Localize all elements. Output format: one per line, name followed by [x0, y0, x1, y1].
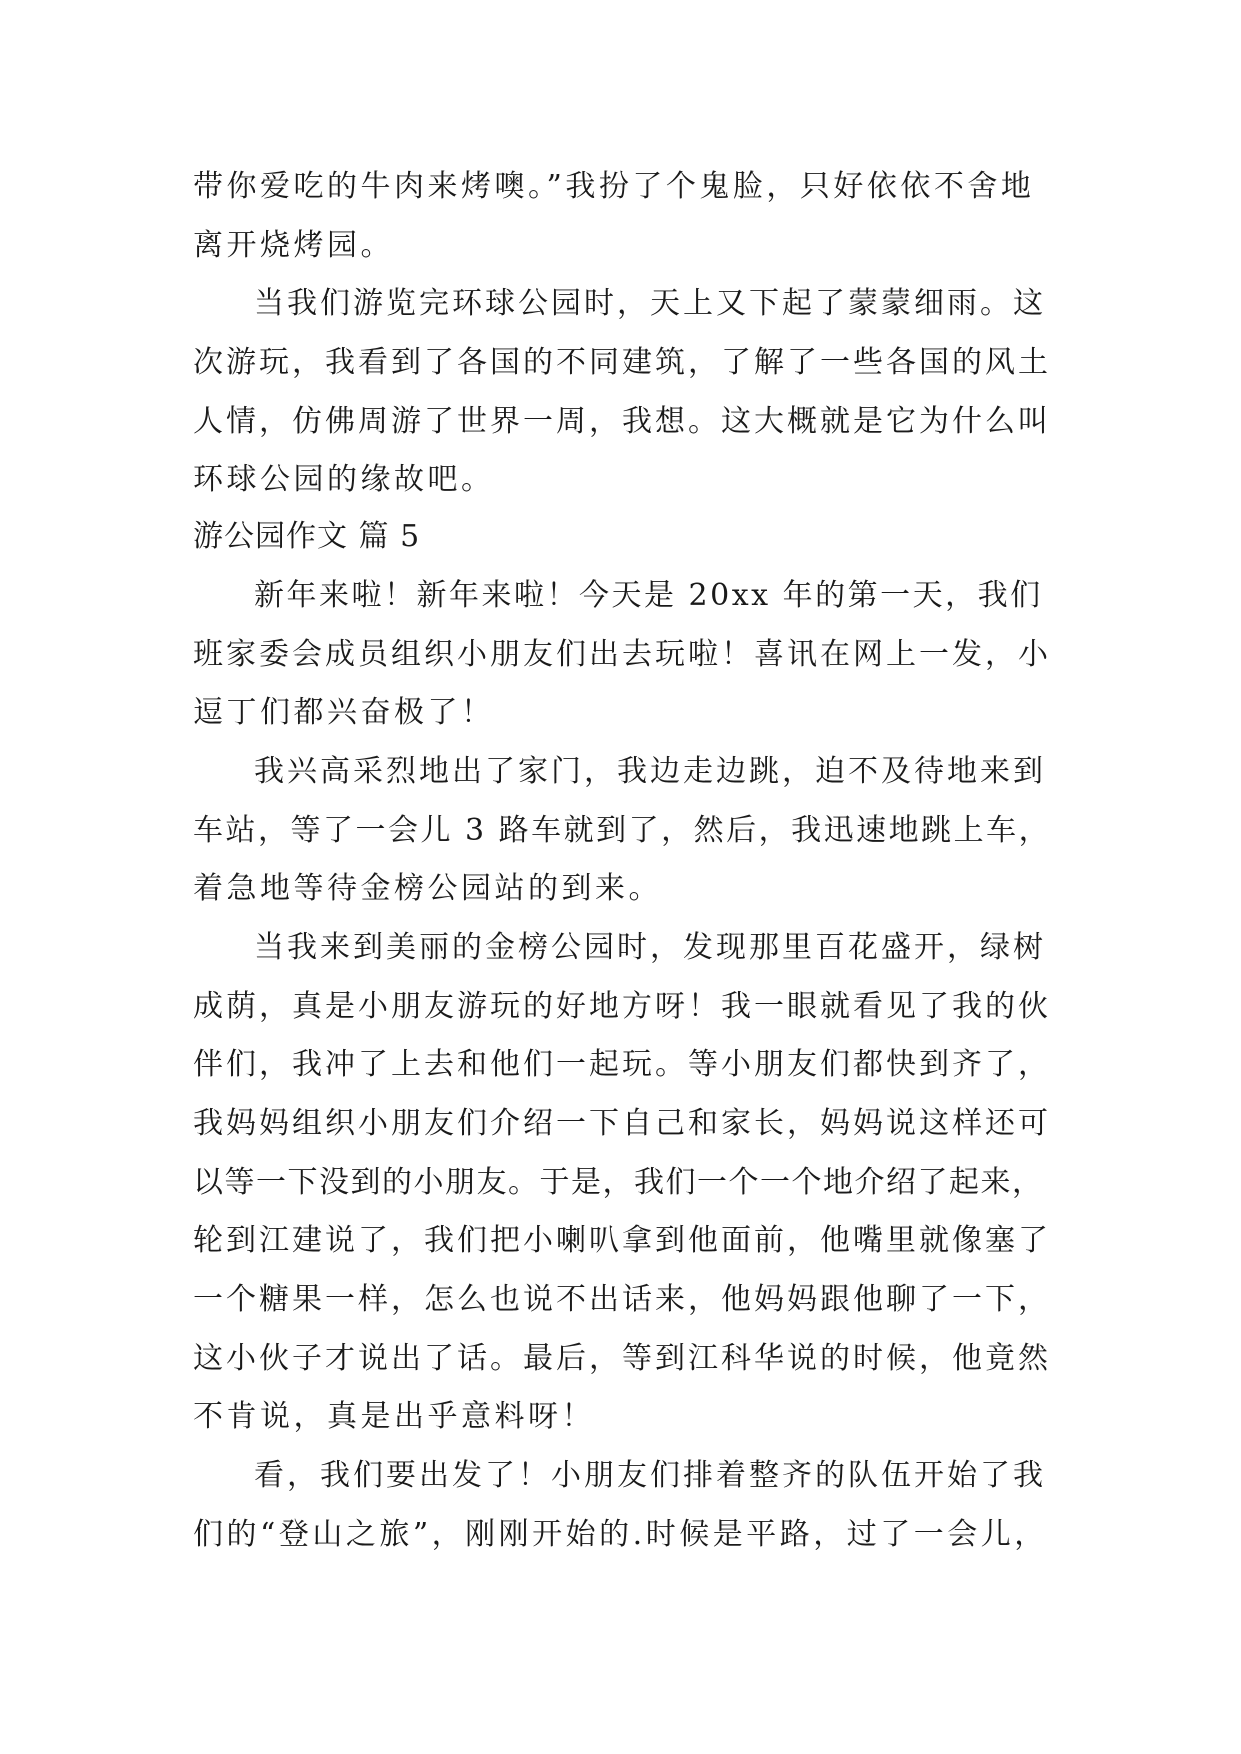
- text-line: 不肯说，真是出乎意料呀！: [193, 1399, 595, 1434]
- paragraph-first-line: 新年来啦！新年来啦！今天是 20xx 年的第一天，我们: [254, 578, 1043, 613]
- text-line: 这小伙子才说出了话。最后，等到江科华说的时候，他竟然: [193, 1341, 1051, 1376]
- text-line: 次游玩，我看到了各国的不同建筑，了解了一些各国的风土: [193, 345, 1051, 380]
- text-line: 班家委会成员组织小朋友们出去玩啦！喜讯在网上一发，小: [193, 637, 1051, 672]
- text-line: 一个糖果一样，怎么也说不出话来，他妈妈跟他聊了一下，: [193, 1282, 1051, 1317]
- text-line: 成荫，真是小朋友游玩的好地方呀！我一眼就看见了我的伙: [193, 989, 1051, 1024]
- text-line: 车站，等了一会儿 3 路车就到了，然后，我迅速地跳上车，: [193, 813, 1052, 848]
- text-line: 带你爱吃的牛肉来烤噢。”我扮了个鬼脸，只好依依不舍地: [193, 169, 1035, 204]
- text-line: 离开烧烤园。: [193, 228, 394, 263]
- text-line: 环球公园的缘故吧。: [193, 462, 495, 497]
- text-line: 人情，仿佛周游了世界一周，我想。这大概就是它为什么叫: [193, 404, 1051, 439]
- paragraph-first-line: 当我们游览完环球公园时，天上又下起了蒙蒙细雨。这: [254, 286, 1046, 321]
- text-line: 轮到江建说了，我们把小喇叭拿到他面前，他嘴里就像塞了: [193, 1223, 1051, 1258]
- text-line: 们的“登山之旅”，刚刚开始的.时候是平路，过了一会儿，: [193, 1517, 1048, 1552]
- text-line: 逗丁们都兴奋极了！: [193, 695, 495, 730]
- text-line: 伴们，我冲了上去和他们一起玩。等小朋友们都快到齐了，: [193, 1047, 1051, 1082]
- paragraph-first-line: 当我来到美丽的金榜公园时，发现那里百花盛开，绿树: [254, 930, 1046, 965]
- text-line: 以等一下没到的小朋友。于是，我们一个一个地介绍了起来，: [193, 1165, 1044, 1200]
- paragraph-first-line: 我兴高采烈地出了家门，我边走边跳，迫不及待地来到: [254, 754, 1046, 789]
- paragraph-first-line: 看，我们要出发了！小朋友们排着整齐的队伍开始了我: [254, 1458, 1046, 1493]
- section-heading: 游公园作文 篇 5: [193, 519, 421, 554]
- text-line: 我妈妈组织小朋友们介绍一下自己和家长，妈妈说这样还可: [193, 1106, 1051, 1141]
- text-line: 着急地等待金榜公园站的到来。: [193, 871, 662, 906]
